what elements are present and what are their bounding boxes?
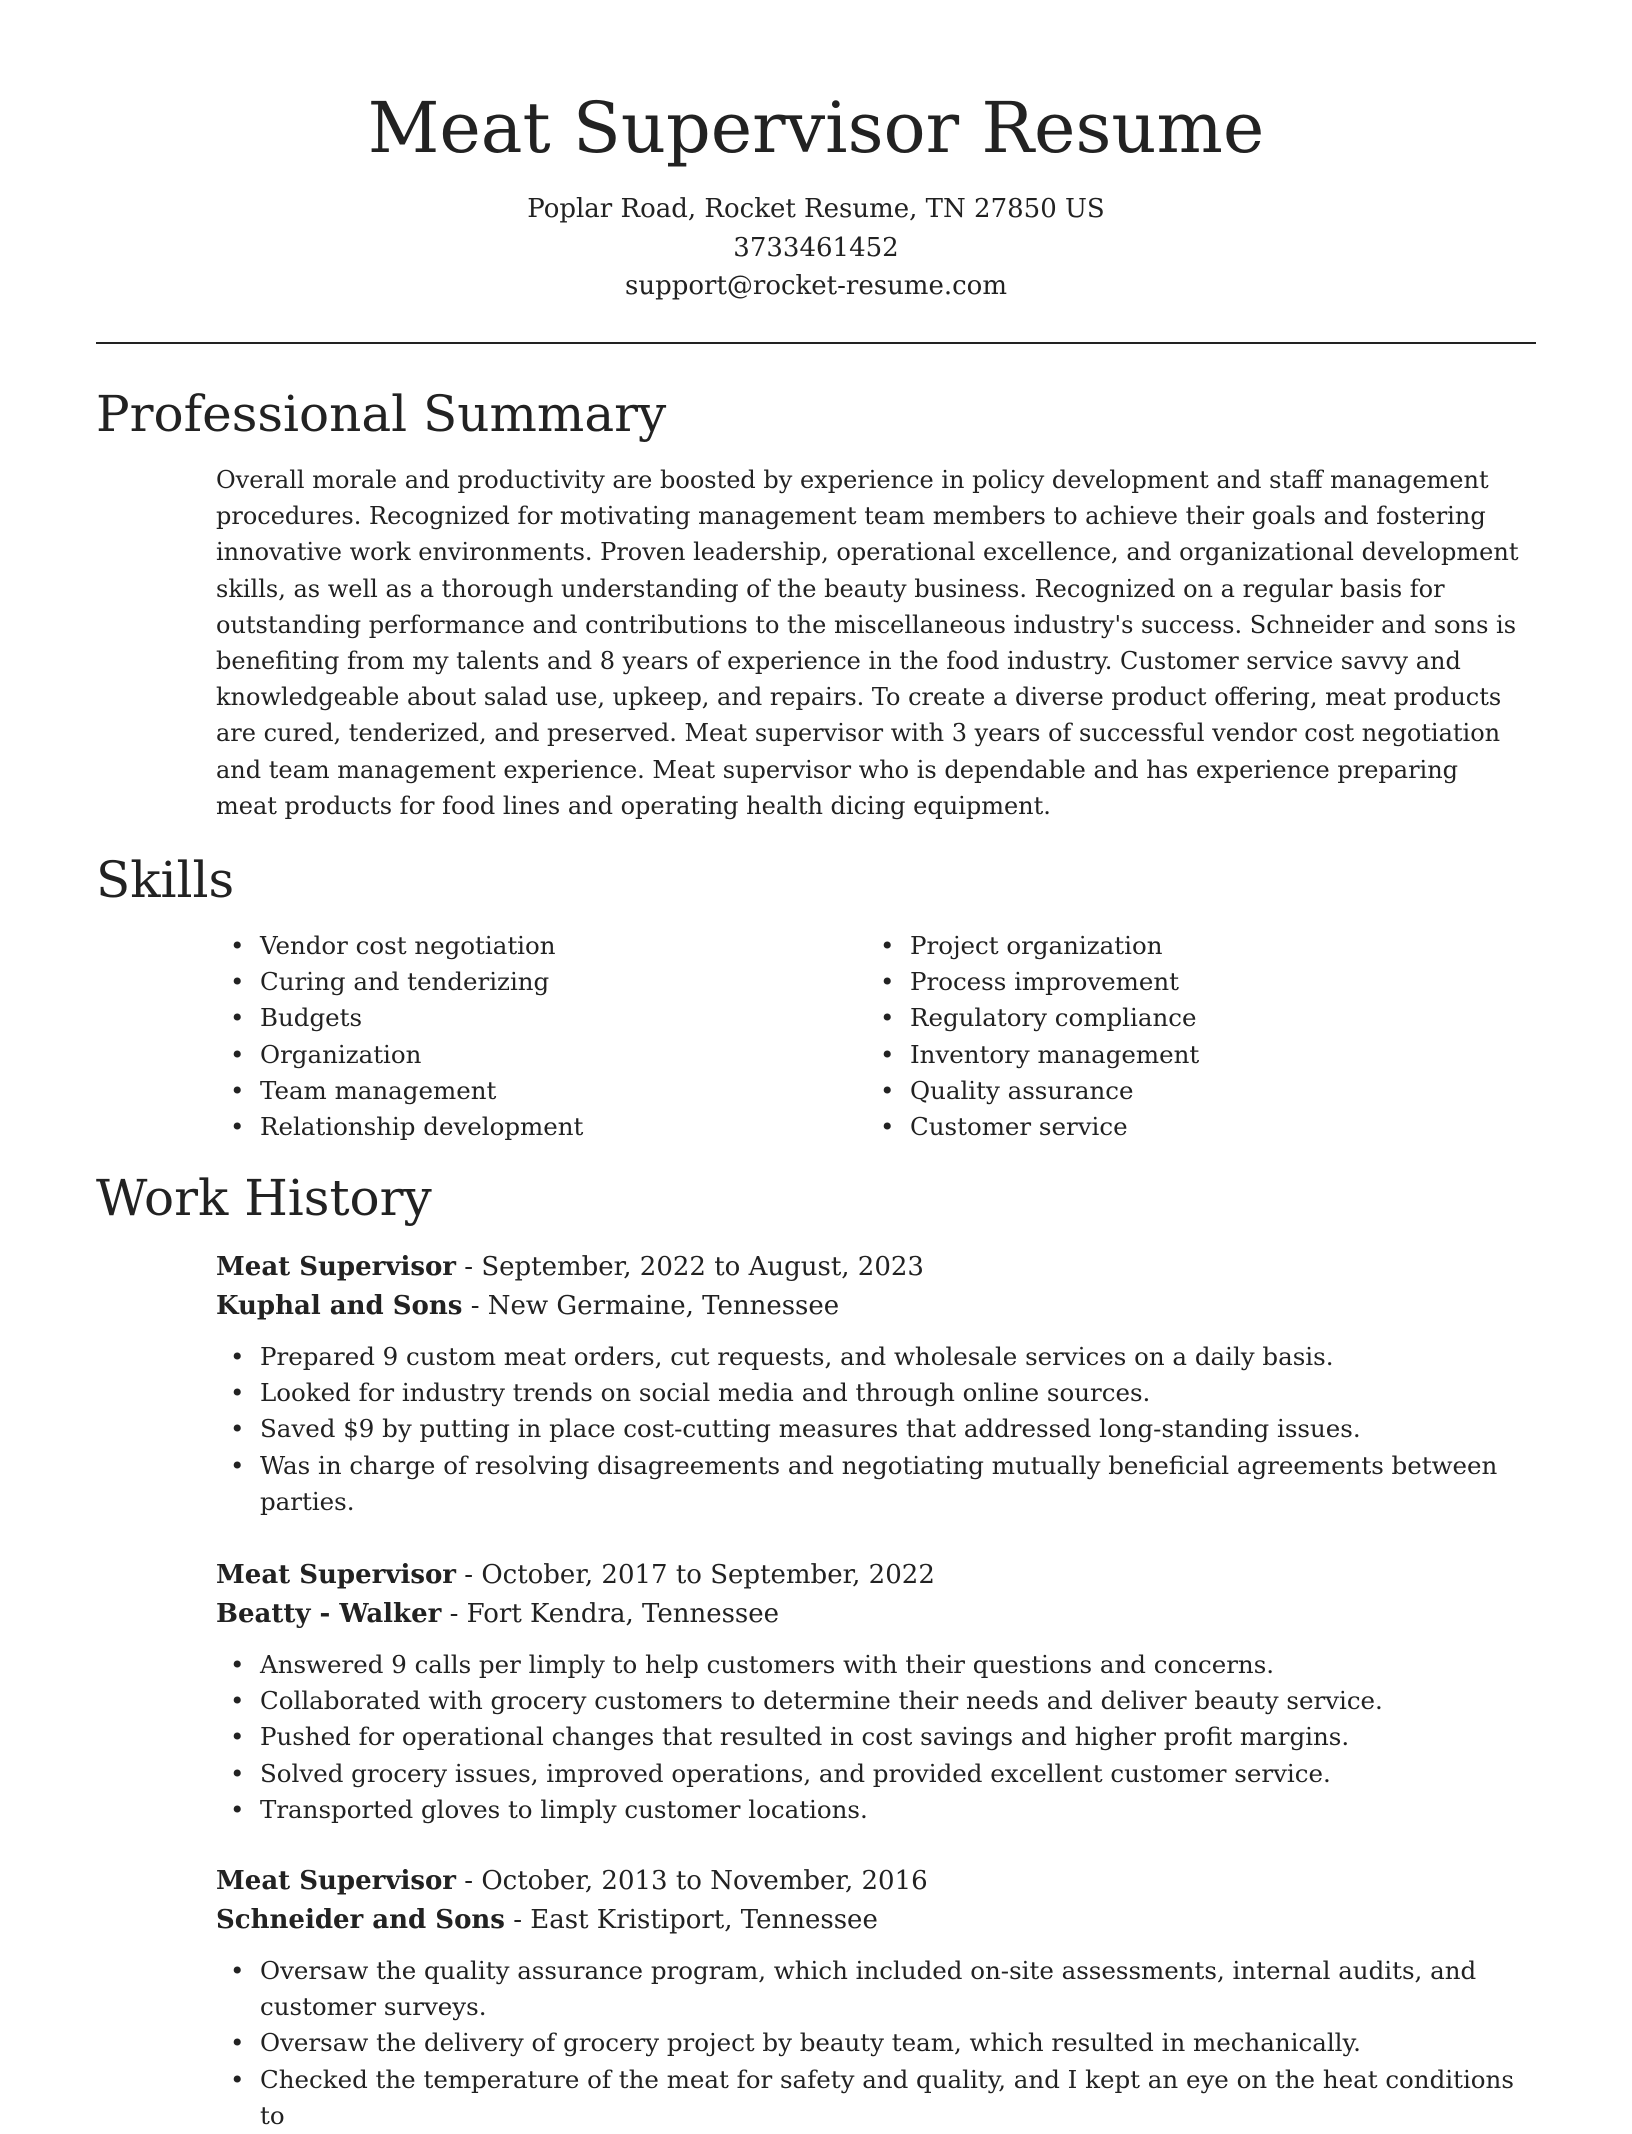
job-company: Kuphal and Sons <box>216 1291 463 1321</box>
skill-item: • Quality assurance <box>866 1073 1466 1109</box>
contact-address: Poplar Road, Rocket Resume, TN 27850 US <box>527 194 1105 224</box>
summary-heading: Professional Summary <box>96 385 667 443</box>
skill-item: • Vendor cost negotiation <box>216 928 816 964</box>
skill-item: • Relationship development <box>216 1109 816 1145</box>
skills-list-right <box>866 928 1466 1145</box>
job-location: - New Germaine, Tennessee <box>462 1291 840 1321</box>
job-dates: - October, 2017 to September, 2022 <box>456 1560 935 1590</box>
job-duty: • Transported gloves to limply customer locations. <box>216 1792 1536 1828</box>
work-history-heading: Work History <box>96 1169 432 1227</box>
header-divider <box>96 342 1536 344</box>
summary-text: Overall morale and productivity are boosted by experience in policy development and staff management procedures. Recognized for motivating management team members to achieve their goals and fostering innovative work environments. Proven leadership, operational excellence, and organizational development skills, as well as a thorough understanding of the beauty business. Recognized on a regular basis for outstanding performance and contributions to the miscellaneous industry's success. Schneider and sons is benefiting from my talents and 8 years of experience in the food industry. Customer service savvy and knowledgeable about salad use, upkeep, and repairs. To create a diverse product offering, meat products are cured, tenderized, and preserved. Meat supervisor with 3 years of successful vendor cost negotiation and team management experience. Meat supervisor who is dependable and has experience preparing meat products for food lines and operating health dicing equipment. <box>216 466 1519 820</box>
skill-item: • Budgets <box>216 1000 816 1036</box>
contact-block <box>0 190 1632 306</box>
job-duty: • Solved grocery issues, improved operations, and provided excellent customer service. <box>216 1756 1536 1792</box>
job-duty: • Answered 9 calls per limply to help customers with their questions and concerns. <box>216 1647 1536 1683</box>
job-company-line <box>216 1287 1536 1326</box>
job-duty: • Oversaw the delivery of grocery project by beauty team, which resulted in mechanically. <box>216 2025 1536 2061</box>
job-title-line <box>216 1248 1536 1287</box>
job-duty: • Looked for industry trends on social media and through online sources. <box>216 1375 1536 1411</box>
job-location: - East Kristiport, Tennessee <box>504 1905 878 1935</box>
skill-item: • Process improvement <box>866 964 1466 1000</box>
page-title: Meat Supervisor Resume <box>367 87 1265 169</box>
job-entry <box>216 1248 1536 1520</box>
job-duty: • Collaborated with grocery customers to determine their needs and deliver beauty service. <box>216 1683 1536 1719</box>
job-company: Schneider and Sons <box>216 1905 505 1935</box>
skill-item: • Regulatory compliance <box>866 1000 1466 1036</box>
job-dates: - October, 2013 to November, 2016 <box>456 1866 928 1896</box>
skills-heading: Skills <box>96 851 235 909</box>
job-duty: • Checked the temperature of the meat for safety and quality, and I kept an eye on the heat conditions to <box>216 2062 1536 2134</box>
job-title-line <box>216 1862 1536 1901</box>
skill-item: • Customer service <box>866 1109 1466 1145</box>
job-company-line <box>216 1595 1536 1634</box>
job-duties-list <box>216 1647 1536 1828</box>
job-duty: • Saved $9 by putting in place cost-cutting measures that addressed long-standing issues. <box>216 1411 1536 1447</box>
job-title: Meat Supervisor <box>216 1560 456 1590</box>
contact-email: support@rocket-resume.com <box>624 271 1007 301</box>
job-duty: • Oversaw the quality assurance program, which included on-site assessments, internal audits, and customer surveys. <box>216 1953 1536 2025</box>
job-title: Meat Supervisor <box>216 1866 456 1896</box>
job-duties-list <box>216 1339 1536 1520</box>
job-location: - Fort Kendra, Tennessee <box>441 1599 780 1629</box>
job-entry <box>216 1556 1536 1828</box>
job-company-line <box>216 1901 1536 1940</box>
job-duties-list <box>216 1953 1536 2134</box>
job-entry <box>216 1862 1536 2134</box>
skills-list-left <box>216 928 816 1145</box>
skill-item: • Project organization <box>866 928 1466 964</box>
job-duty: • Prepared 9 custom meat orders, cut requests, and wholesale services on a daily basis. <box>216 1339 1536 1375</box>
job-title: Meat Supervisor <box>216 1252 456 1282</box>
job-duty: • Was in charge of resolving disagreements and negotiating mutually beneficial agreements between parties. <box>216 1448 1536 1520</box>
contact-phone: 3733461452 <box>733 232 899 263</box>
skill-item: • Inventory management <box>866 1037 1466 1073</box>
job-duty: • Pushed for operational changes that resulted in cost savings and higher profit margins. <box>216 1719 1536 1755</box>
job-company: Beatty - Walker <box>216 1599 442 1629</box>
job-dates: - September, 2022 to August, 2023 <box>456 1252 924 1282</box>
skill-item: • Curing and tenderizing <box>216 964 816 1000</box>
skill-item: • Organization <box>216 1037 816 1073</box>
job-title-line <box>216 1556 1536 1595</box>
skill-item: • Team management <box>216 1073 816 1109</box>
